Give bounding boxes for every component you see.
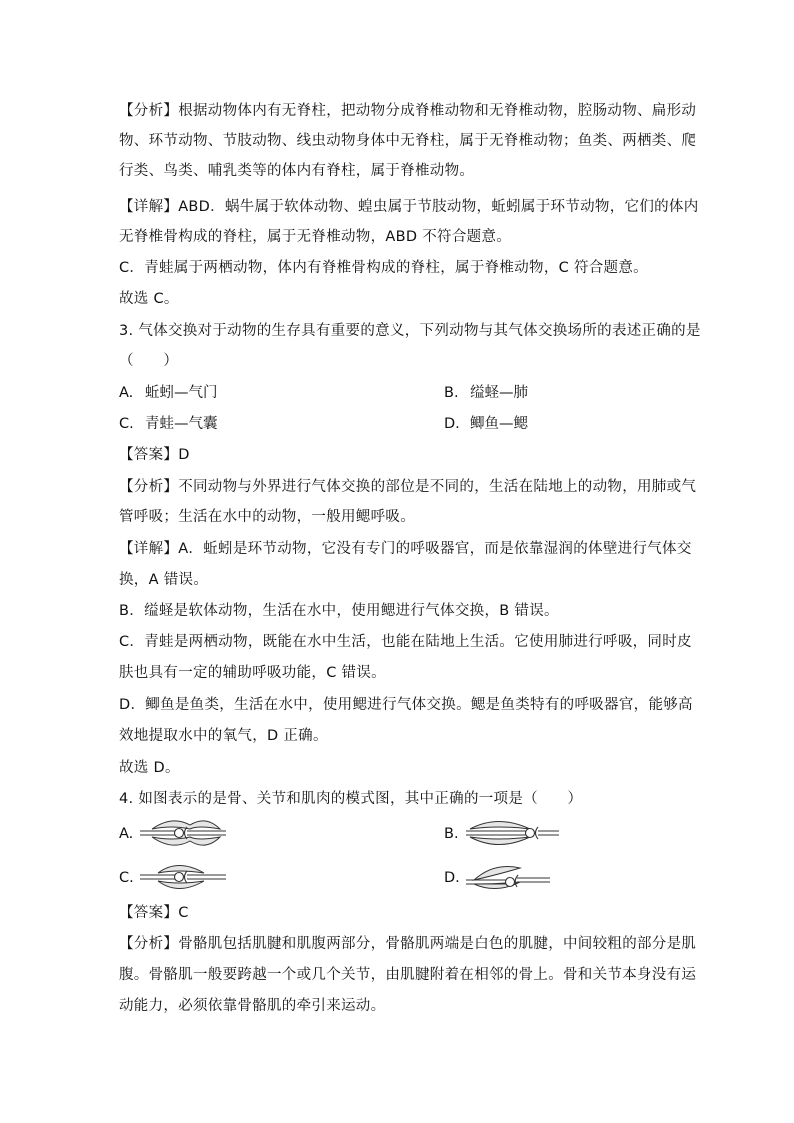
text-line: 管呼吸；生活在水中的动物，一般用鳃呼吸。 — [119, 509, 415, 525]
q4-figure-d — [464, 860, 554, 894]
q4-figure-c — [138, 860, 228, 894]
option-text: 青蛙—气囊 — [145, 416, 218, 432]
option-letter: B. — [444, 385, 459, 401]
option-letter: D. — [444, 416, 460, 432]
q4-figure-b — [462, 816, 562, 850]
option-letter: B. — [444, 826, 459, 842]
answer-line: 【答案】C — [119, 905, 189, 921]
text-line: 无脊椎骨构成的脊柱，属于无脊椎动物，ABD 不符合题意。 — [119, 229, 512, 245]
option-text: 缢蛏—肺 — [470, 385, 528, 401]
text-line: 【分析】不同动物与外界进行气体交换的部位是不同的，生活在陆地上的动物，用肺或气 — [119, 479, 697, 495]
answer-line: 【答案】D — [119, 447, 190, 463]
q4-figure-a — [138, 816, 228, 850]
text-line: 换，A 错误。 — [119, 572, 209, 588]
text-line: C．青蛙是两栖动物，既能在水中生活，也能在陆地上生活。它使用肺进行呼吸，同时皮 — [119, 634, 692, 650]
text-line: 故选 C。 — [119, 291, 179, 307]
option-letter: A. — [119, 826, 134, 842]
answer-blank: （ ） — [119, 353, 179, 369]
option-text: 鲫鱼—鳃 — [470, 416, 528, 432]
text-line: B．缢蛏是软体动物，生活在水中，使用鳃进行气体交换，B 错误。 — [119, 603, 559, 619]
text-line: 肤也具有一定的辅助呼吸功能，C 错误。 — [119, 665, 386, 681]
option-letter: A. — [119, 385, 134, 401]
option-letter: C. — [119, 870, 134, 886]
text-line: 效地提取水中的氧气，D 正确。 — [119, 728, 328, 744]
q3-option-d — [444, 414, 528, 434]
text-line: 故选 D。 — [119, 760, 180, 776]
text-line: 【分析】骨骼肌包括肌腱和肌腹两部分，骨骼肌两端是白色的肌腱，中间较粗的部分是肌 — [119, 936, 697, 952]
text-line: D．鲫鱼是鱼类，生活在水中，使用鳃进行气体交换。鳃是鱼类特有的呼吸器官，能够高 — [119, 697, 693, 713]
text-line: 腹。骨骼肌一般要跨越一个或几个关节，由肌腱附着在相邻的骨上。骨和关节本身没有运 — [119, 967, 697, 983]
text-line: 物、环节动物、节肢动物、线虫动物身体中无脊柱，属于无脊椎动物；鱼类、两栖类、爬 — [119, 133, 697, 149]
bone-joint-muscle-diagram — [138, 816, 228, 850]
option-letter: D. — [444, 870, 460, 886]
q3-option-b — [444, 383, 528, 403]
option-letter: C. — [119, 416, 134, 432]
text-line: 【分析】根据动物体内有无脊柱，把动物分成脊椎动物和无脊椎动物，腔肠动物、扁形动 — [119, 103, 697, 119]
bone-joint-muscle-diagram — [462, 816, 562, 850]
question-3-stem: 3. 气体交换对于动物的生存具有重要的意义，下列动物与其气体交换场所的表述正确的是 — [119, 323, 701, 339]
bone-joint-muscle-diagram — [138, 860, 228, 894]
text-line: 行类、鸟类、哺乳类等的体内有脊柱，属于脊椎动物。 — [119, 163, 475, 179]
q3-option-c — [119, 414, 218, 434]
text-line: 【详解】A．蚯蚓是环节动物，它没有专门的呼吸器官，而是依靠湿润的体壁进行气体交 — [119, 541, 692, 557]
text-line: C．青蛙属于两栖动物，体内有脊椎骨构成的脊柱，属于脊椎动物，C 符合题意。 — [119, 260, 648, 276]
option-text: 蚯蚓—气门 — [145, 385, 218, 401]
text-line: 动能力，必须依靠骨骼肌的牵引来运动。 — [119, 998, 386, 1014]
text-line: 【详解】ABD．蜗牛属于软体动物、蝗虫属于节肢动物，蚯蚓属于环节动物，它们的体内 — [119, 199, 699, 215]
q3-option-a — [119, 383, 218, 403]
question-4-stem: 4. 如图表示的是骨、关节和肌肉的模式图，其中正确的一项是（ ） — [119, 791, 583, 807]
bone-joint-muscle-diagram — [464, 860, 554, 894]
